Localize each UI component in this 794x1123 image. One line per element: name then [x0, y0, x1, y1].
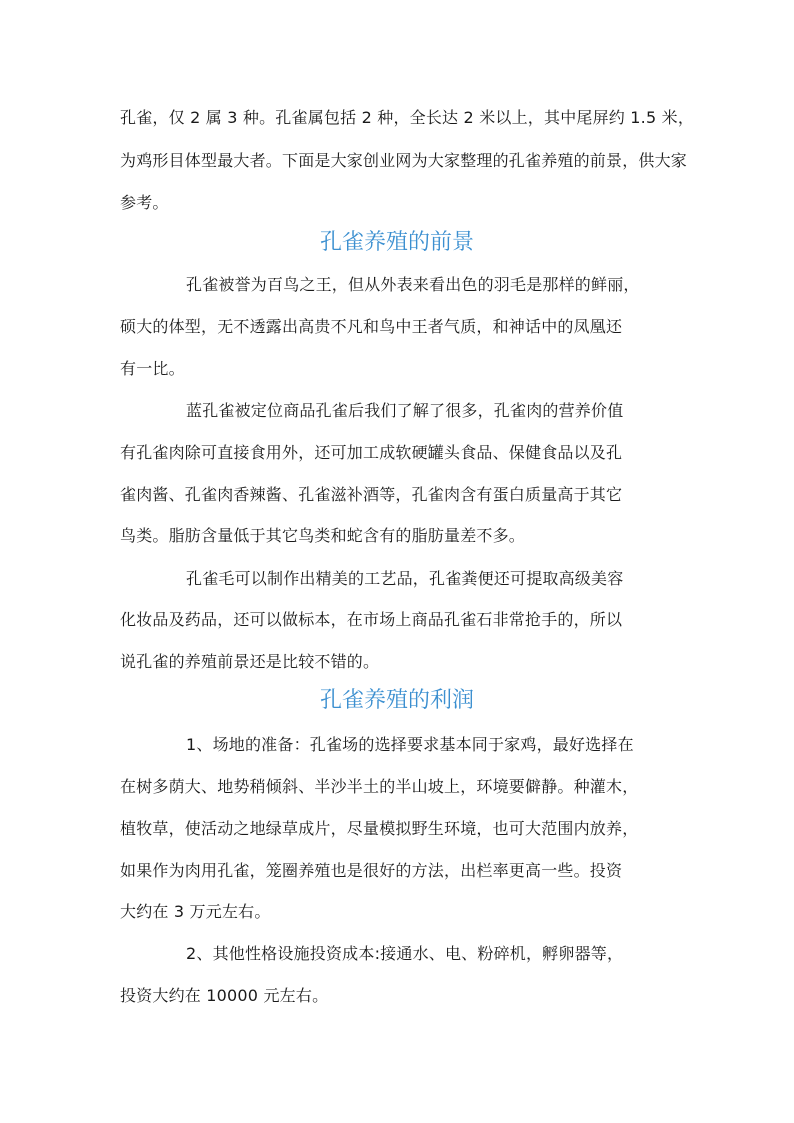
intro-line-1: 孔雀，仅 2 属 3 种。孔雀属包括 2 种，全长达 2 米以上，其中尾屏约 1.5 米，: [120, 108, 695, 127]
s2-p1-line-3: 植牧草，使活动之地绿草成片，尽量模拟野生环境，也可大范围内放养，: [120, 819, 639, 838]
section2-heading: 孔雀养殖的利润: [319, 688, 474, 713]
s1-p2-line-1: 蓝孔雀被定位商品孔雀后我们了解了很多，孔雀肉的营养价值: [186, 401, 624, 420]
section1-heading: 孔雀养殖的前景: [319, 230, 474, 255]
s1-p1-line-1: 孔雀被誉为百鸟之王，但从外表来看出色的羽毛是那样的鲜丽，: [186, 275, 640, 294]
s2-p2-line-2: 投资大约在 10000 元左右。: [120, 986, 329, 1005]
s2-p1-line-5: 大约在 3 万元左右。: [120, 902, 271, 921]
s2-p1-line-1: 1、场地的准备：孔雀场的选择要求基本同于家鸡，最好选择在: [186, 735, 634, 754]
intro-line-2: 为鸡形目体型最大者。下面是大家创业网为大家整理的孔雀养殖的前景，供大家: [120, 151, 688, 170]
s1-p3-line-3: 说孔雀的养殖前景还是比较不错的。: [120, 652, 380, 671]
s1-p2-line-2: 有孔雀肉除可直接食用外，还可加工成软硬罐头食品、保健食品以及孔: [120, 443, 623, 462]
s1-p3-line-2: 化妆品及药品，还可以做标本，在市场上商品孔雀石非常抢手的，所以: [120, 610, 623, 629]
s2-p2-line-1: 2、其他性格设施投资成本:接通水、电、粉碎机，孵卵器等，: [186, 944, 624, 963]
s1-p2-line-4: 鸟类。脂肪含量低于其它鸟类和蛇含有的脂肪量差不多。: [120, 526, 526, 545]
s2-p1-line-2: 在树多荫大、地势稍倾斜、半沙半土的半山坡上，环境要僻静。种灌木，: [120, 777, 639, 796]
s2-p1-line-4: 如果作为肉用孔雀，笼圈养殖也是很好的方法，出栏率更高一些。投资: [120, 861, 623, 880]
s1-p1-line-2: 硕大的体型，无不透露出高贵不凡和鸟中王者气质，和神话中的凤凰还: [120, 317, 623, 336]
s1-p2-line-3: 雀肉酱、孔雀肉香辣酱、孔雀滋补酒等，孔雀肉含有蛋白质量高于其它: [120, 485, 623, 504]
s1-p1-line-3: 有一比。: [120, 359, 185, 378]
s1-p3-line-1: 孔雀毛可以制作出精美的工艺品，孔雀粪便还可提取高级美容: [186, 569, 624, 588]
intro-line-3: 参考。: [120, 193, 169, 212]
